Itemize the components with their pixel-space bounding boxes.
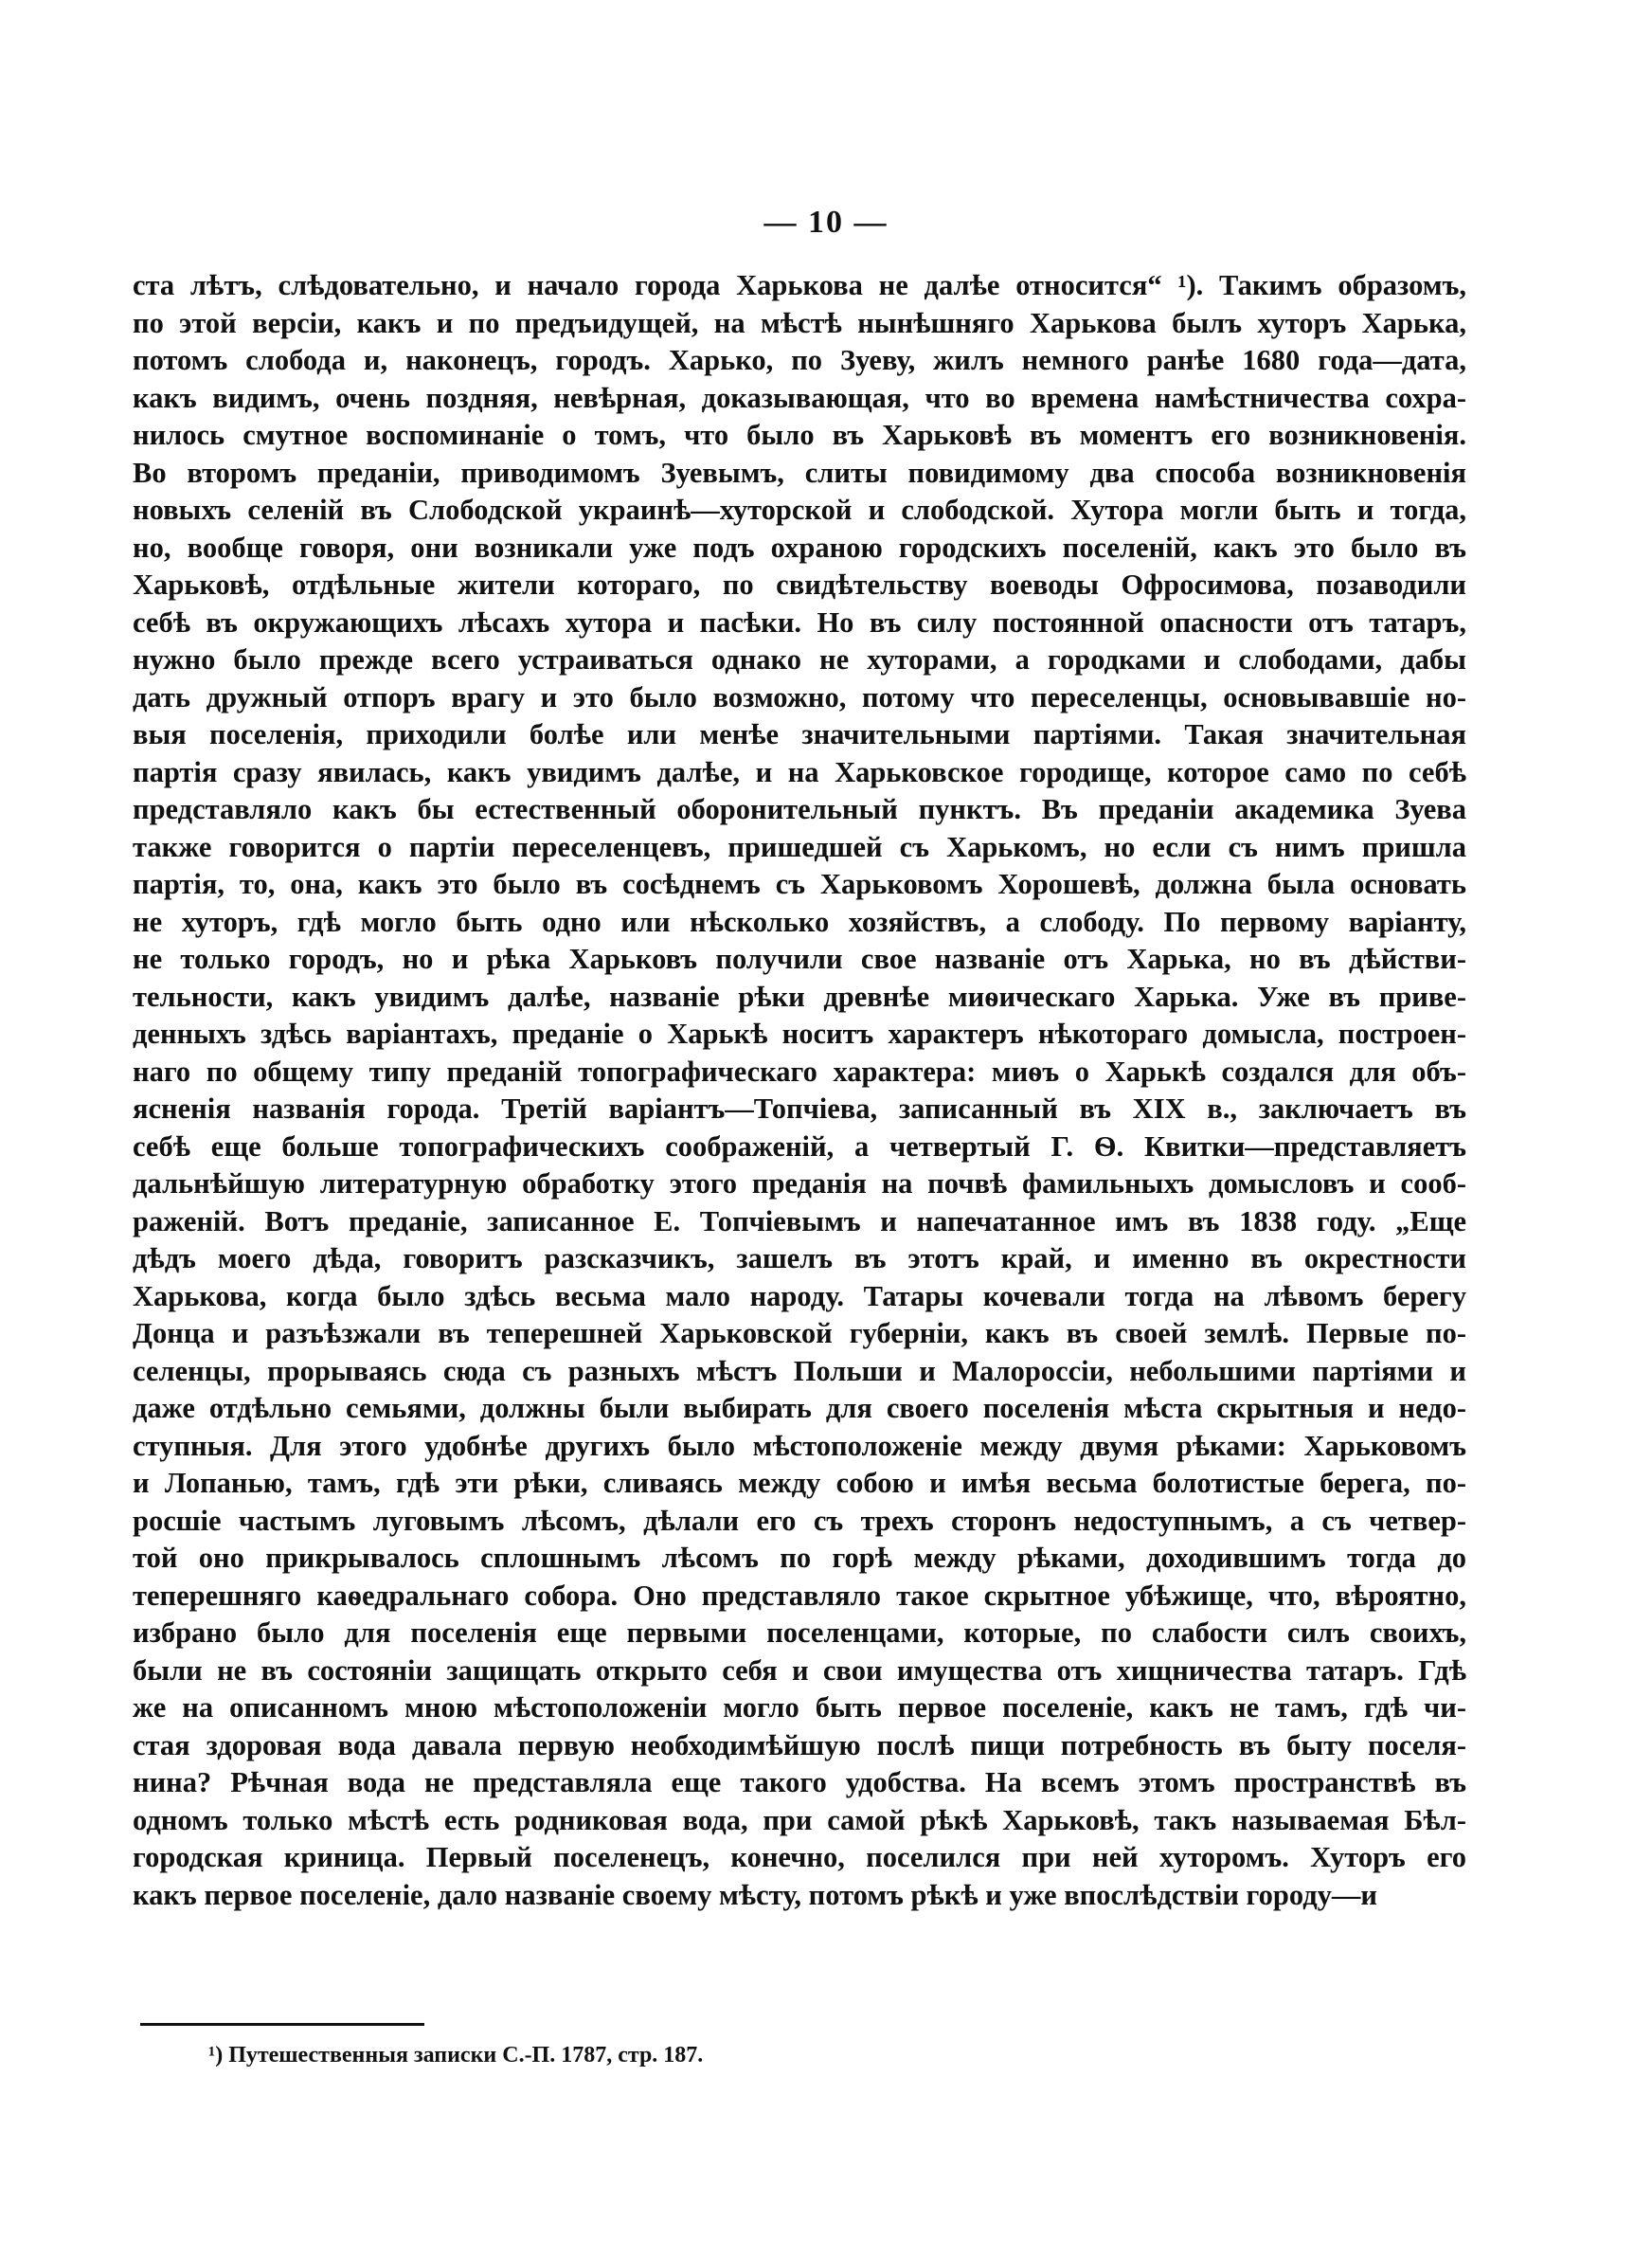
text-line: по этой версіи, какъ и по предъидущей, на мѣстѣ нынѣшняго Харькова былъ хуторъ Харька, — [133, 306, 1466, 339]
text-line: стая здоровая вода давала первую необходимѣйшую послѣ пищи потребность въ быту поселя- — [133, 1728, 1466, 1761]
text-line: раженій. Вотъ преданіе, записанное Е. Топчіевымъ и напечатанное имъ въ 1838 году. „Еще — [133, 1204, 1466, 1237]
text-line: но, вообще говоря, они возникали уже подъ охраною городскихъ поселеній, какъ это было въ — [133, 531, 1466, 564]
text-line: дѣдъ моего дѣда, говоритъ разсказчикъ, зашелъ въ этотъ край, и именно въ окрестности — [133, 1242, 1466, 1274]
text-line: городская криница. Первый поселенецъ, конечно, поселился при ней хуторомъ. Хуторъ его — [133, 1841, 1466, 1873]
text-line: ступныя. Для этого удобнѣе другихъ было мѣстоположеніе между двумя рѣками: Харьковомъ — [133, 1429, 1466, 1462]
text-line: теперешняго каѳедральнаго собора. Оно представляло такое скрытное убѣжище, что, вѣроятно, — [133, 1579, 1466, 1612]
text-line: себѣ еще больше топографическихъ соображеній, а четвертый Г. Ѳ. Квитки—представляетъ — [133, 1129, 1466, 1163]
text-line: тельности, какъ увидимъ далѣе, названіе рѣки древнѣе миѳическаго Харька. Уже въ приве- — [133, 980, 1466, 1013]
text-line: были не въ состояніи защищать открыто себя и свои имущества отъ хищничества татаръ. Гдѣ — [133, 1653, 1466, 1687]
text-line: себѣ въ окружающихъ лѣсахъ хутора и пасѣки. Но въ силу постоянной опасности отъ татаръ, — [133, 605, 1466, 639]
text-line: представляло какъ бы естественный оборонительный пунктъ. Въ преданіи академика Зуева — [133, 793, 1466, 825]
text-line: дать дружный отпоръ врагу и это было возможно, потому что переселенцы, основывавшіе но- — [133, 680, 1466, 713]
text-line: партія, то, она, какъ это было въ сосѣднемъ съ Харьковомъ Хорошевѣ, должна была основать — [133, 868, 1466, 900]
footnote-divider — [140, 2023, 424, 2026]
text-line: ста лѣтъ, слѣдовательно, и начало города Харькова не далѣе относится“ ¹). Такимъ образомъ, — [133, 269, 1466, 301]
text-line: даже отдѣльно семьями, должны были выбирать для своего поселенія мѣста скрытныя и недо- — [133, 1392, 1466, 1424]
text-line: одномъ только мѣстѣ есть родниковая вода, при самой рѣкѣ Харьковѣ, такъ называемая Бѣл- — [133, 1803, 1466, 1836]
text-line: нина? Рѣчная вода не представляла еще такого удобства. На всемъ этомъ пространствѣ въ — [133, 1766, 1466, 1798]
body-text — [133, 267, 1466, 1914]
footnote: ¹) Путешественныя записки С.-П. 1787, стр. 187. — [208, 2043, 704, 2067]
text-line: нилось смутное воспоминаніе о томъ, что было въ Харьковѣ въ моментъ его возникновенія. — [133, 419, 1466, 451]
text-line: же на описанномъ мною мѣстоположеніи могло быть первое поселеніе, какъ не тамъ, гдѣ чи- — [133, 1691, 1466, 1724]
text-line: и Лопанью, тамъ, гдѣ эти рѣки, сливаясь между собою и имѣя весьма болотистые берега, по- — [133, 1467, 1466, 1499]
text-line: партія сразу явилась, какъ увидимъ далѣе, и на Харьковское городище, которое само по себѣ — [133, 755, 1466, 788]
text-line: нужно было прежде всего устраиваться однако не хуторами, а городками и слободами, дабы — [133, 643, 1466, 676]
text-line: той оно прикрывалось сплошнымъ лѣсомъ по горѣ между рѣками, доходившимъ тогда до — [133, 1542, 1466, 1574]
text-line: наго по общему типу преданій топографическаго характера: миѳъ о Харькѣ создался для объ- — [133, 1055, 1466, 1088]
text-line: выя поселенія, приходили болѣе или менѣе значительными партіями. Такая значительная — [133, 718, 1466, 750]
text-line: Харькова, когда было здѣсь весьма мало народу. Татары кочевали тогда на лѣвомъ берегу — [133, 1279, 1466, 1312]
text-line: Во второмъ преданіи, приводимомъ Зуевымъ, слиты повидимому два способа возникновенія — [133, 456, 1466, 489]
text-line: росшіе частымъ луговымъ лѣсомъ, дѣлали его съ трехъ сторонъ недоступнымъ, а съ четвер- — [133, 1504, 1466, 1537]
text-line: потомъ слобода и, наконецъ, городъ. Харько, по Зуеву, жилъ немного ранѣе 1680 года—дата, — [133, 344, 1466, 376]
text-line: какъ первое поселеніе, дало названіе своему мѣсту, потомъ рѣкѣ и уже впослѣдствіи городу—и — [133, 1878, 1377, 1911]
text-line: избрано было для поселенія еще первыми поселенцами, которые, по слабости силъ своихъ, — [133, 1616, 1466, 1649]
text-line: Донца и разъѣзжали въ теперешней Харьковской губерніи, какъ въ своей землѣ. Первые по- — [133, 1317, 1466, 1349]
text-line: какъ видимъ, очень поздняя, невѣрная, доказывающая, что во времена намѣстничества сохра- — [133, 381, 1466, 414]
text-line: ясненія названія города. Третій варіантъ—Топчіева, записанный въ XIX в., заключаетъ въ — [133, 1092, 1466, 1125]
text-line: не только городъ, но и рѣка Харьковъ получили свое названіе отъ Харька, но въ дѣйстви- — [133, 943, 1466, 975]
text-line: Харьковѣ, отдѣльные жители котораго, по свидѣтельству воеводы Офросимова, позаводили — [133, 569, 1466, 601]
text-line: новыхъ селеній въ Слободской украинѣ—хуторской и слободской. Хутора могли быть и тогда, — [133, 494, 1466, 526]
page-number: — 10 — — [763, 205, 889, 240]
text-line: дальнѣйшую литературную обработку этого преданія на почвѣ фамильныхъ домысловъ и сооб- — [133, 1167, 1466, 1200]
text-line: денныхъ здѣсь варіантахъ, преданіе о Харькѣ носитъ характеръ нѣкотораго домысла, построен- — [133, 1018, 1466, 1050]
text-line: также говорится о партіи переселенцевъ, пришедшей съ Харькомъ, но если съ нимъ пришла — [133, 830, 1466, 863]
text-line: селенцы, прорываясь сюда съ разныхъ мѣстъ Польши и Малороссіи, небольшими партіями и — [133, 1354, 1466, 1387]
text-line: не хуторъ, гдѣ могло быть одно или нѣсколько хозяйствъ, а слободу. По первому варіанту, — [133, 905, 1466, 938]
